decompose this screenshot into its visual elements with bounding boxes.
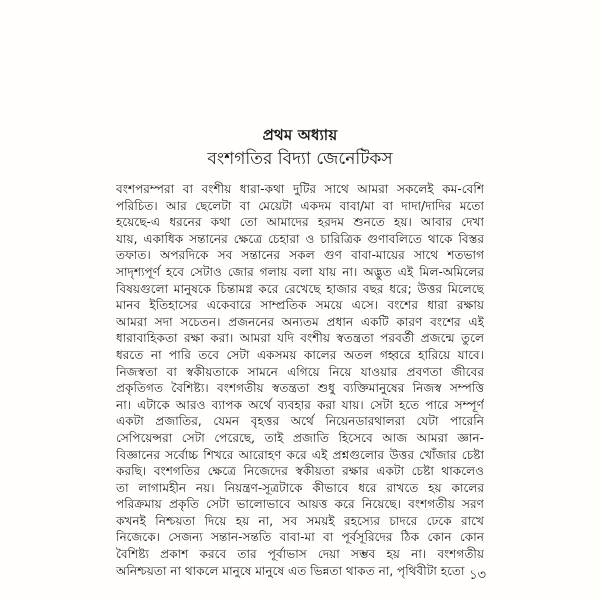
text-line: পরিচিত। আর ছেলেটা বা মেয়েটা একদম বাবা/মা বা দাদা/দাদির মতো xyxy=(116,198,484,213)
text-line: অনিশ্চয়তা না থাকলে মানুষে মানুষে এত ভিন্নতা থাকত না, পৃথিবীটা হতো xyxy=(116,563,465,578)
text-line: কখনই নিশ্চয়তা দিয়ে হয় না, সব সময়ই রহস্যের চাদরে ঢেকে রাখে xyxy=(116,513,484,528)
text-line: বংশপরম্পরা বা বংশীয় ধারা-কথা দুটির সাথে আমরা সকলেই কম-বেশি xyxy=(116,182,484,196)
text-line: মানব ইতিহাসের একেবারে সাম্প্রতিক সময়ে এসে। বংশের ধারা রক্ষায় xyxy=(116,298,484,313)
text-line: তা লাগামহীন নয়। নিয়ন্ত্রণ-সূত্রটাকে কীভাবে ধরে রাখতে হয় কালের xyxy=(116,480,484,495)
text-line: পরিক্রমায় প্রকৃতি সেটা ভালোভাবে আয়ত্ত করে নিয়েছে। বংশগতীয় সরণ xyxy=(116,497,484,512)
text-line: আমরা সদা সচেতন। প্রজননের অন্যতম প্রধান একটি কারণ বংশের এই xyxy=(116,314,484,329)
chapter-title: বংশগতির বিদ্যা জেনেটিকস xyxy=(207,149,393,169)
text-line: না। এটাকে আরও ব্যাপক অর্থে ব্যবহার করা যায়। সেটা হতে পারে সম্পূর্ণ xyxy=(116,397,484,412)
text-line: যায়, একাধিক সন্তানের ক্ষেত্রে চেহারা ও চারিত্রিক গুণাবলিতে থাকে বিস্তর xyxy=(116,231,484,246)
text-line: করছি। বংশগতির ক্ষেত্রে নিজেদের স্বকীয়তা রক্ষার একটা চেষ্টা থাকলেও xyxy=(116,464,484,479)
text-line: প্রকৃতিগত বৈশিষ্ট্য। বংশগতীয় স্বতন্ত্রতা শুধু ব্যক্তিমানুষের নিজস্ব সম্পত্তি xyxy=(116,381,484,396)
text-line: সেপিয়েন্সরা সেটা পেরেছে, তাই প্রজাতি হিসেবে আজ আমরা জ্ঞান- xyxy=(116,430,484,445)
text-line: ধরতে না পারি তবে সেটা একসময় কালের অতল গহ্বরে হারিয়ে যাবে। xyxy=(116,347,484,362)
text-line: বিজ্ঞানের সর্বোচ্চ শিখরে আরোহণ করে এই প্রশ্নগুলোর উত্তর খোঁজার চেষ্টা xyxy=(116,447,484,462)
text-line: বৈশিষ্ট্য প্রকাশ করবে তার পূর্বাভাস দেয়া সম্ভব হয় না। বংশগতীয় xyxy=(116,547,484,562)
text-line: হয়েছে-এ ধরনের কথা তো আমাদের হরদম শুনতে হয়। আবার দেখা xyxy=(116,215,484,230)
text-line: একটা প্রজাতির, যেমন বৃহত্তর অর্থে নিয়েনডারথালরা যেটা পারেনি xyxy=(116,414,484,429)
text-line: তফাত। অপরদিকে সব সন্তানের সকল গুণ বাবা-মায়ের সাথে শতভাগ xyxy=(116,248,484,263)
text-line: সাদৃশ্যপূর্ণ হবে সেটাও জোর গলায় বলা যায় না। অদ্ভুত এই মিল-অমিলের xyxy=(116,264,484,279)
page-number: ১৩ xyxy=(469,568,486,583)
text-line: নিজেকে। সেজন্য সন্তান-সন্ততি বাবা-মা বা পূর্বসূরিদের ঠিক কোন কোন xyxy=(116,530,484,545)
text-line: ধারাবাহিকতা রক্ষা করা। আমরা যদি বংশীয় স্বতন্ত্রতা পরবর্তী প্রজন্মে তুলে xyxy=(116,331,484,346)
text-line: বিষয়গুলো মানুষকে চিন্তামগ্ন করে রেখেছে হাজার বছর ধরে; উত্তর মিলেছে xyxy=(116,281,484,296)
chapter-label: প্রথম অধ্যায় xyxy=(262,126,338,144)
text-line: নিজস্বতা বা স্বকীয়তাকে সামনে এগিয়ে নিয়ে যাওয়ার প্রবণতা জীবের xyxy=(116,364,484,379)
body-paragraph xyxy=(116,181,484,579)
